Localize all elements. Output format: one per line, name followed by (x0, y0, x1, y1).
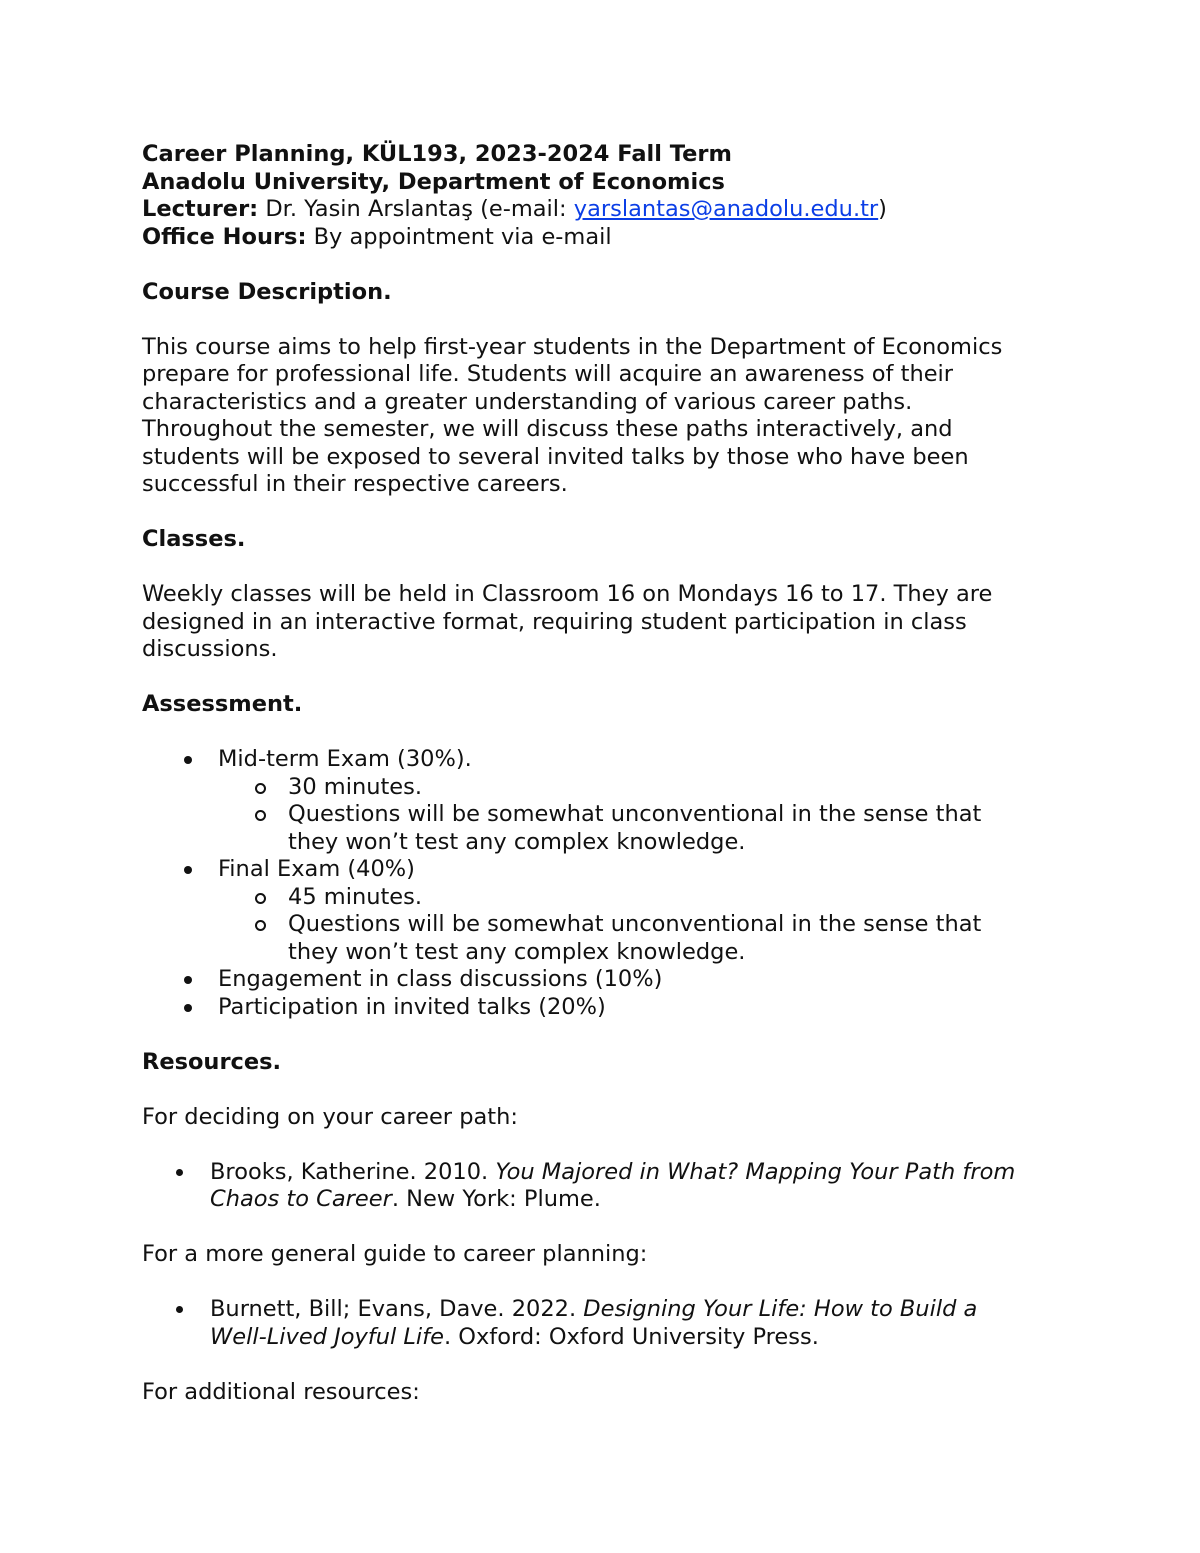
assessment-subitem: 30 minutes. (288, 773, 423, 800)
hollow-bullet-icon (255, 920, 266, 931)
assessment-subitem: Questions will be somewhat unconventional in the sense that (288, 911, 982, 937)
paragraph-line: This course aims to help first-year students in the Department of Economics (142, 333, 1003, 360)
general-guide-references (142, 1296, 1072, 1351)
assessment-item-label: Final Exam (40%) (218, 856, 415, 882)
assessment-subitem: they won’t test any complex knowledge. (288, 828, 746, 855)
assessment-item-label: Participation in invited talks (20%) (218, 993, 606, 1020)
lecturer-label: Lecturer: (142, 196, 259, 222)
assessment-item-label: Mid-term Exam (30%). (218, 746, 472, 772)
career-path-references (142, 1159, 1072, 1214)
classes-heading: Classes. (142, 526, 246, 552)
assessment-list (142, 746, 1072, 1021)
general-guide-intro: For a more general guide to career planning: (142, 1241, 648, 1267)
list-item (142, 801, 1072, 856)
bullet-icon (184, 866, 192, 874)
course-description-paragraph (142, 334, 1072, 499)
list-item (142, 966, 1072, 994)
lecturer-email-link[interactable]: yarslantas@anadolu.edu.tr (573, 196, 879, 222)
paragraph-line: prepare for professional life. Students will acquire an awareness of their (142, 361, 954, 387)
bullet-icon (176, 1306, 183, 1313)
paragraph-line: Throughout the semester, we will discuss these paths interactively, and (142, 416, 953, 442)
paragraph-line: successful in their respective careers. (142, 471, 568, 497)
reference-title: Well-Lived Joyful Life (210, 1323, 444, 1350)
list-item (142, 884, 1072, 912)
hollow-bullet-icon (255, 810, 266, 821)
reference-title: You Majored in What? Mapping Your Path from (495, 1158, 1016, 1185)
reference-title: Chaos to Career (210, 1186, 392, 1212)
paragraph-line: designed in an interactive format, requiring student participation in class (142, 608, 967, 635)
classes-paragraph (142, 581, 1072, 664)
office-hours-label: Office Hours: (142, 223, 307, 250)
list-item (142, 911, 1072, 966)
lecturer-close: ) (878, 196, 887, 222)
reference-publisher: . Oxford: Oxford University Press. (443, 1323, 819, 1350)
reference-publisher: . New York: Plume. (391, 1186, 601, 1212)
course-description-heading: Course Description. (142, 278, 392, 305)
paragraph-line: discussions. (142, 636, 278, 662)
office-hours-line (142, 224, 1072, 252)
reference-title: Designing Your Life: How to Build a (583, 1296, 978, 1322)
list-item (142, 856, 1072, 884)
career-path-intro: For deciding on your career path: (142, 1103, 518, 1130)
office-hours-value: By appointment via e-mail (313, 223, 612, 250)
resources-heading: Resources. (142, 1048, 282, 1075)
list-item (142, 994, 1072, 1022)
assessment-subitem: Questions will be somewhat unconventional in the sense that (288, 801, 982, 827)
lecturer-name: Dr. Yasin Arslantaş (e-mail: (265, 196, 574, 222)
assessment-heading: Assessment. (142, 691, 303, 717)
assessment-subitem: they won’t test any complex knowledge. (288, 938, 746, 965)
paragraph-line: characteristics and a greater understanding of various career paths. (142, 388, 913, 415)
hollow-bullet-icon (255, 783, 266, 794)
reference-author: Burnett, Bill; Evans, Dave. 2022. (210, 1296, 584, 1322)
institution: Anadolu University, Department of Economics (142, 168, 725, 195)
assessment-subitem: 45 minutes. (288, 883, 423, 910)
reference-item (142, 1296, 1072, 1351)
assessment-item-label: Engagement in class discussions (10%) (218, 966, 663, 992)
lecturer-line (142, 196, 1072, 224)
reference-item (142, 1159, 1072, 1214)
paragraph-line: students will be exposed to several invited talks by those who have been (142, 443, 969, 470)
additional-resources-intro: For additional resources: (142, 1378, 420, 1405)
course-title: Career Planning, KÜL193, 2023-2024 Fall Term (142, 141, 732, 167)
hollow-bullet-icon (255, 893, 266, 904)
bullet-icon (176, 1169, 183, 1176)
list-item (142, 774, 1072, 802)
paragraph-line: Weekly classes will be held in Classroom 16 on Mondays 16 to 17. They are (142, 581, 993, 607)
syllabus-document (142, 141, 1072, 1406)
reference-author: Brooks, Katherine. 2010. (210, 1158, 496, 1185)
bullet-icon (184, 756, 192, 764)
bullet-icon (184, 976, 192, 984)
bullet-icon (184, 1004, 192, 1012)
list-item (142, 746, 1072, 774)
